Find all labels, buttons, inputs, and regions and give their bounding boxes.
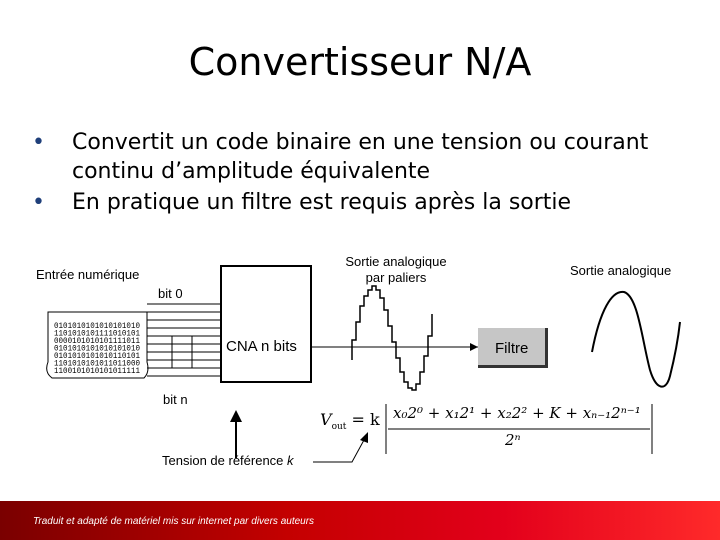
output-formula — [320, 410, 380, 432]
bitn-label: bit n — [163, 392, 188, 407]
bullet-dot-icon: • — [32, 130, 45, 155]
binary-row: 0101010101010101010 — [54, 344, 141, 354]
reference-label — [162, 453, 294, 469]
formula-lhs-sub: out — [331, 422, 347, 433]
input-bus — [147, 304, 220, 376]
formula-lhs: V — [320, 410, 332, 429]
stepped-waveform — [352, 286, 432, 390]
footer-bar — [0, 501, 720, 540]
reference-var: k — [287, 453, 294, 468]
filter-label: Filtre — [495, 340, 529, 357]
k-arrow-icon — [360, 432, 368, 443]
stepped-output-label-line1: Sortie analogique — [345, 254, 447, 269]
reference-arrow-icon — [230, 410, 242, 422]
slide-title: Convertisseur N/A — [188, 40, 532, 84]
analog-output-label: Sortie analogique — [570, 263, 672, 278]
binary-row: 1101010101111010101 — [54, 329, 141, 339]
stepped-output-label — [340, 254, 452, 286]
formula-equals: = k — [351, 410, 380, 429]
footer-text: Traduit et adapté de matériel mis sur internet par divers auteurs — [33, 516, 315, 527]
formula-numerator: x₀2⁰ + x₁2¹ + x₂2² + K + xₙ₋₁2ⁿ⁻¹ — [393, 404, 641, 422]
bit0-label: bit 0 — [158, 286, 183, 301]
k-pointer — [313, 440, 364, 462]
bullet-text: Convertit un code binaire en une tension ou courant continu d’amplitude équivalente — [72, 130, 649, 184]
bullet-dot-icon: • — [32, 190, 45, 215]
binary-row: 0101010101010110101 — [54, 352, 141, 361]
dac-label: CNA n bits — [226, 338, 297, 355]
stepped-output-label-line2: par paliers — [365, 270, 427, 285]
bullet-text: En pratique un filtre est requis après la sortie — [72, 190, 572, 215]
binary-row: 1100101010101011111 — [54, 367, 141, 376]
reference-label-text: Tension de référence — [162, 453, 284, 468]
formula-denominator: 2ⁿ — [505, 431, 521, 449]
output-arrow-icon — [470, 343, 478, 351]
dac-block — [220, 265, 312, 383]
input-label: Entrée numérique — [36, 267, 140, 282]
analog-waveform — [592, 292, 680, 387]
binary-row: 1101010101011011000 — [54, 359, 141, 369]
binary-row: 0101010101010101010 — [54, 322, 141, 331]
binary-code-rows — [54, 322, 140, 376]
binary-row: 0000101010101111011 — [54, 337, 141, 346]
